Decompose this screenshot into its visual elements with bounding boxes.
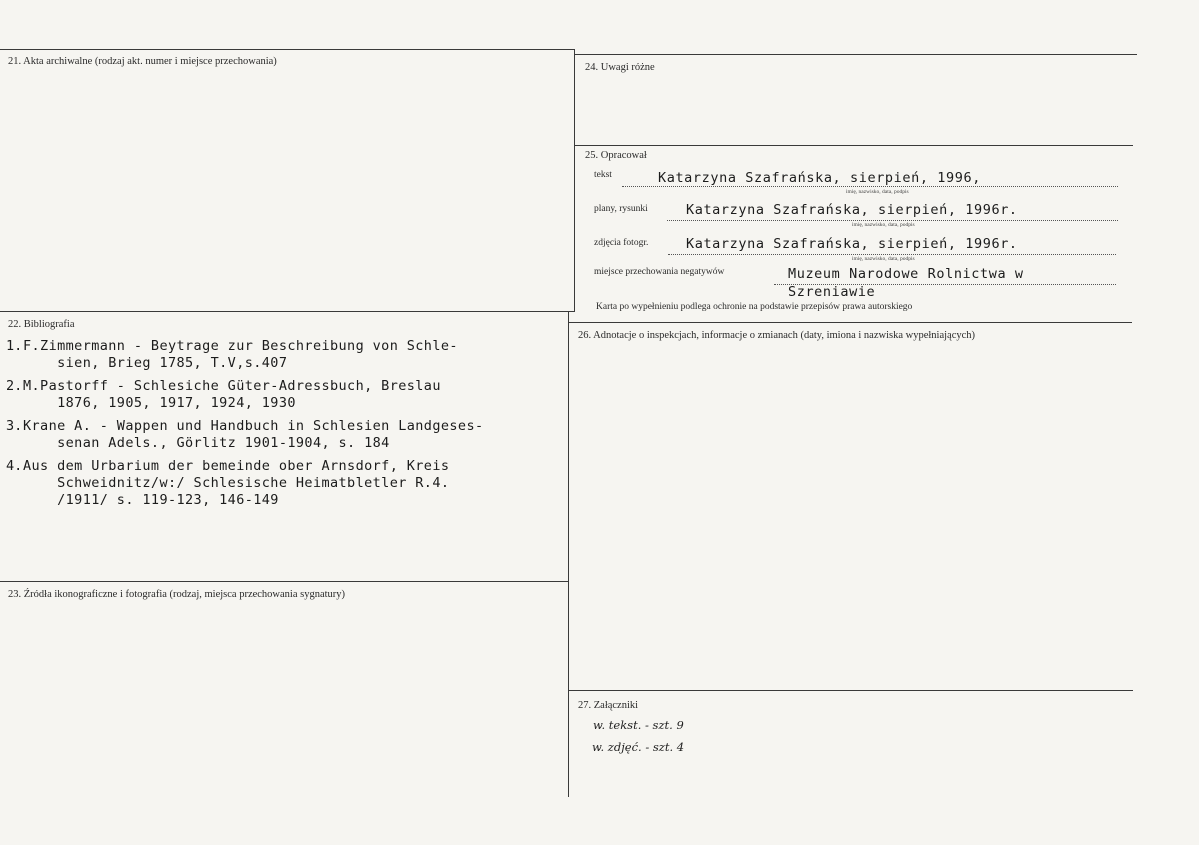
tekst-label: tekst — [594, 170, 612, 180]
bibliography-entry-text: M.Pastorff - Schlesiche Güter-Adressbuch, Breslau 1876, 1905, 1917, 1924, 1930 — [23, 378, 441, 411]
section-22-label: 22. Bibliografia — [8, 319, 75, 330]
tekst-caption: imię, nazwisko, data, podpis — [846, 189, 909, 195]
negatywy-value-line-2: Szreniawie — [788, 284, 876, 300]
plany-dotted-line — [667, 220, 1118, 221]
negatywy-label: miejsce przechowania negatywów — [594, 267, 725, 277]
bibliography-entry — [4, 418, 574, 452]
section-23-label: 23. Źródła ikonograficzne i fotografia (rodzaj, miejsca przechowania sygnatury) — [8, 589, 346, 600]
section-21-label: 21. Akta archiwalne (rodzaj akt. numer i miejsce przechowania) — [8, 56, 277, 67]
bibliography-entry-number: 4. — [6, 458, 23, 474]
plany-label: plany, rysunki — [594, 204, 648, 214]
bibliography-entry-number: 2. — [6, 378, 23, 394]
zdjecia-dotted-line — [668, 254, 1116, 255]
attachment-text: w. tekst. - szt. 9 — [593, 718, 684, 732]
rule-top-left — [0, 49, 575, 50]
bibliography-entry-text: Krane A. - Wappen und Handbuch in Schlesien Landgeses- senan Adels., Görlitz 1901-1904, s. 184 — [23, 418, 484, 451]
section-26-label: 26. Adnotacje o inspekcjach, informacje o zmianach (daty, imiona i nazwiska wypełniających) — [578, 330, 976, 341]
section-25-label: 25. Opracował — [585, 150, 647, 161]
bibliography-entry-text: F.Zimmermann - Beytrage zur Beschreibung von Schle- sien, Brieg 1785, T.V,s.407 — [23, 338, 458, 371]
tekst-dotted-line — [622, 186, 1118, 187]
negatywy-value-line-1: Muzeum Narodowe Rolnictwa w — [788, 266, 1024, 282]
bibliography-entry — [4, 458, 574, 509]
attachment-photos: w. zdjęć. - szt. 4 — [592, 740, 685, 754]
section-24-label: 24. Uwagi różne — [585, 62, 655, 73]
plany-value: Katarzyna Szafrańska, sierpień, 1996r. — [686, 202, 1018, 218]
bibliography-list — [4, 338, 574, 515]
zdjecia-label: zdjęcia fotogr. — [594, 238, 649, 248]
rule-s22-top — [0, 311, 575, 312]
tekst-value: Katarzyna Szafrańska, sierpień, 1996, — [658, 170, 981, 186]
bibliography-entry — [4, 338, 574, 372]
section-27-label: 27. Załączniki — [578, 700, 639, 711]
copyright-note: Karta po wypełnieniu podlega ochronie na podstawie przepisów prawa autorskiego — [596, 302, 913, 312]
rule-s26-top — [569, 322, 1132, 323]
bibliography-entry-text: Aus dem Urbarium der bemeinde ober Arnsdorf, Kreis Schweidnitz/w:/ Schlesische Heimatbletler R.4. /1911/ s. 119-123, 146-149 — [23, 458, 450, 508]
rule-s25-top — [575, 145, 1133, 146]
zdjecia-caption: imię, nazwisko, data, podpis — [852, 256, 915, 262]
bibliography-entry-number: 3. — [6, 418, 23, 434]
bibliography-entry — [4, 378, 574, 412]
rule-s27-top — [569, 690, 1133, 691]
rule-left-vertical — [574, 49, 575, 311]
bibliography-entry-number: 1. — [6, 338, 23, 354]
plany-caption: imię, nazwisko, data, podpis — [852, 222, 915, 228]
zdjecia-value: Katarzyna Szafrańska, sierpień, 1996r. — [686, 236, 1018, 252]
rule-top-right — [575, 54, 1137, 55]
rule-s23-top — [0, 581, 569, 582]
